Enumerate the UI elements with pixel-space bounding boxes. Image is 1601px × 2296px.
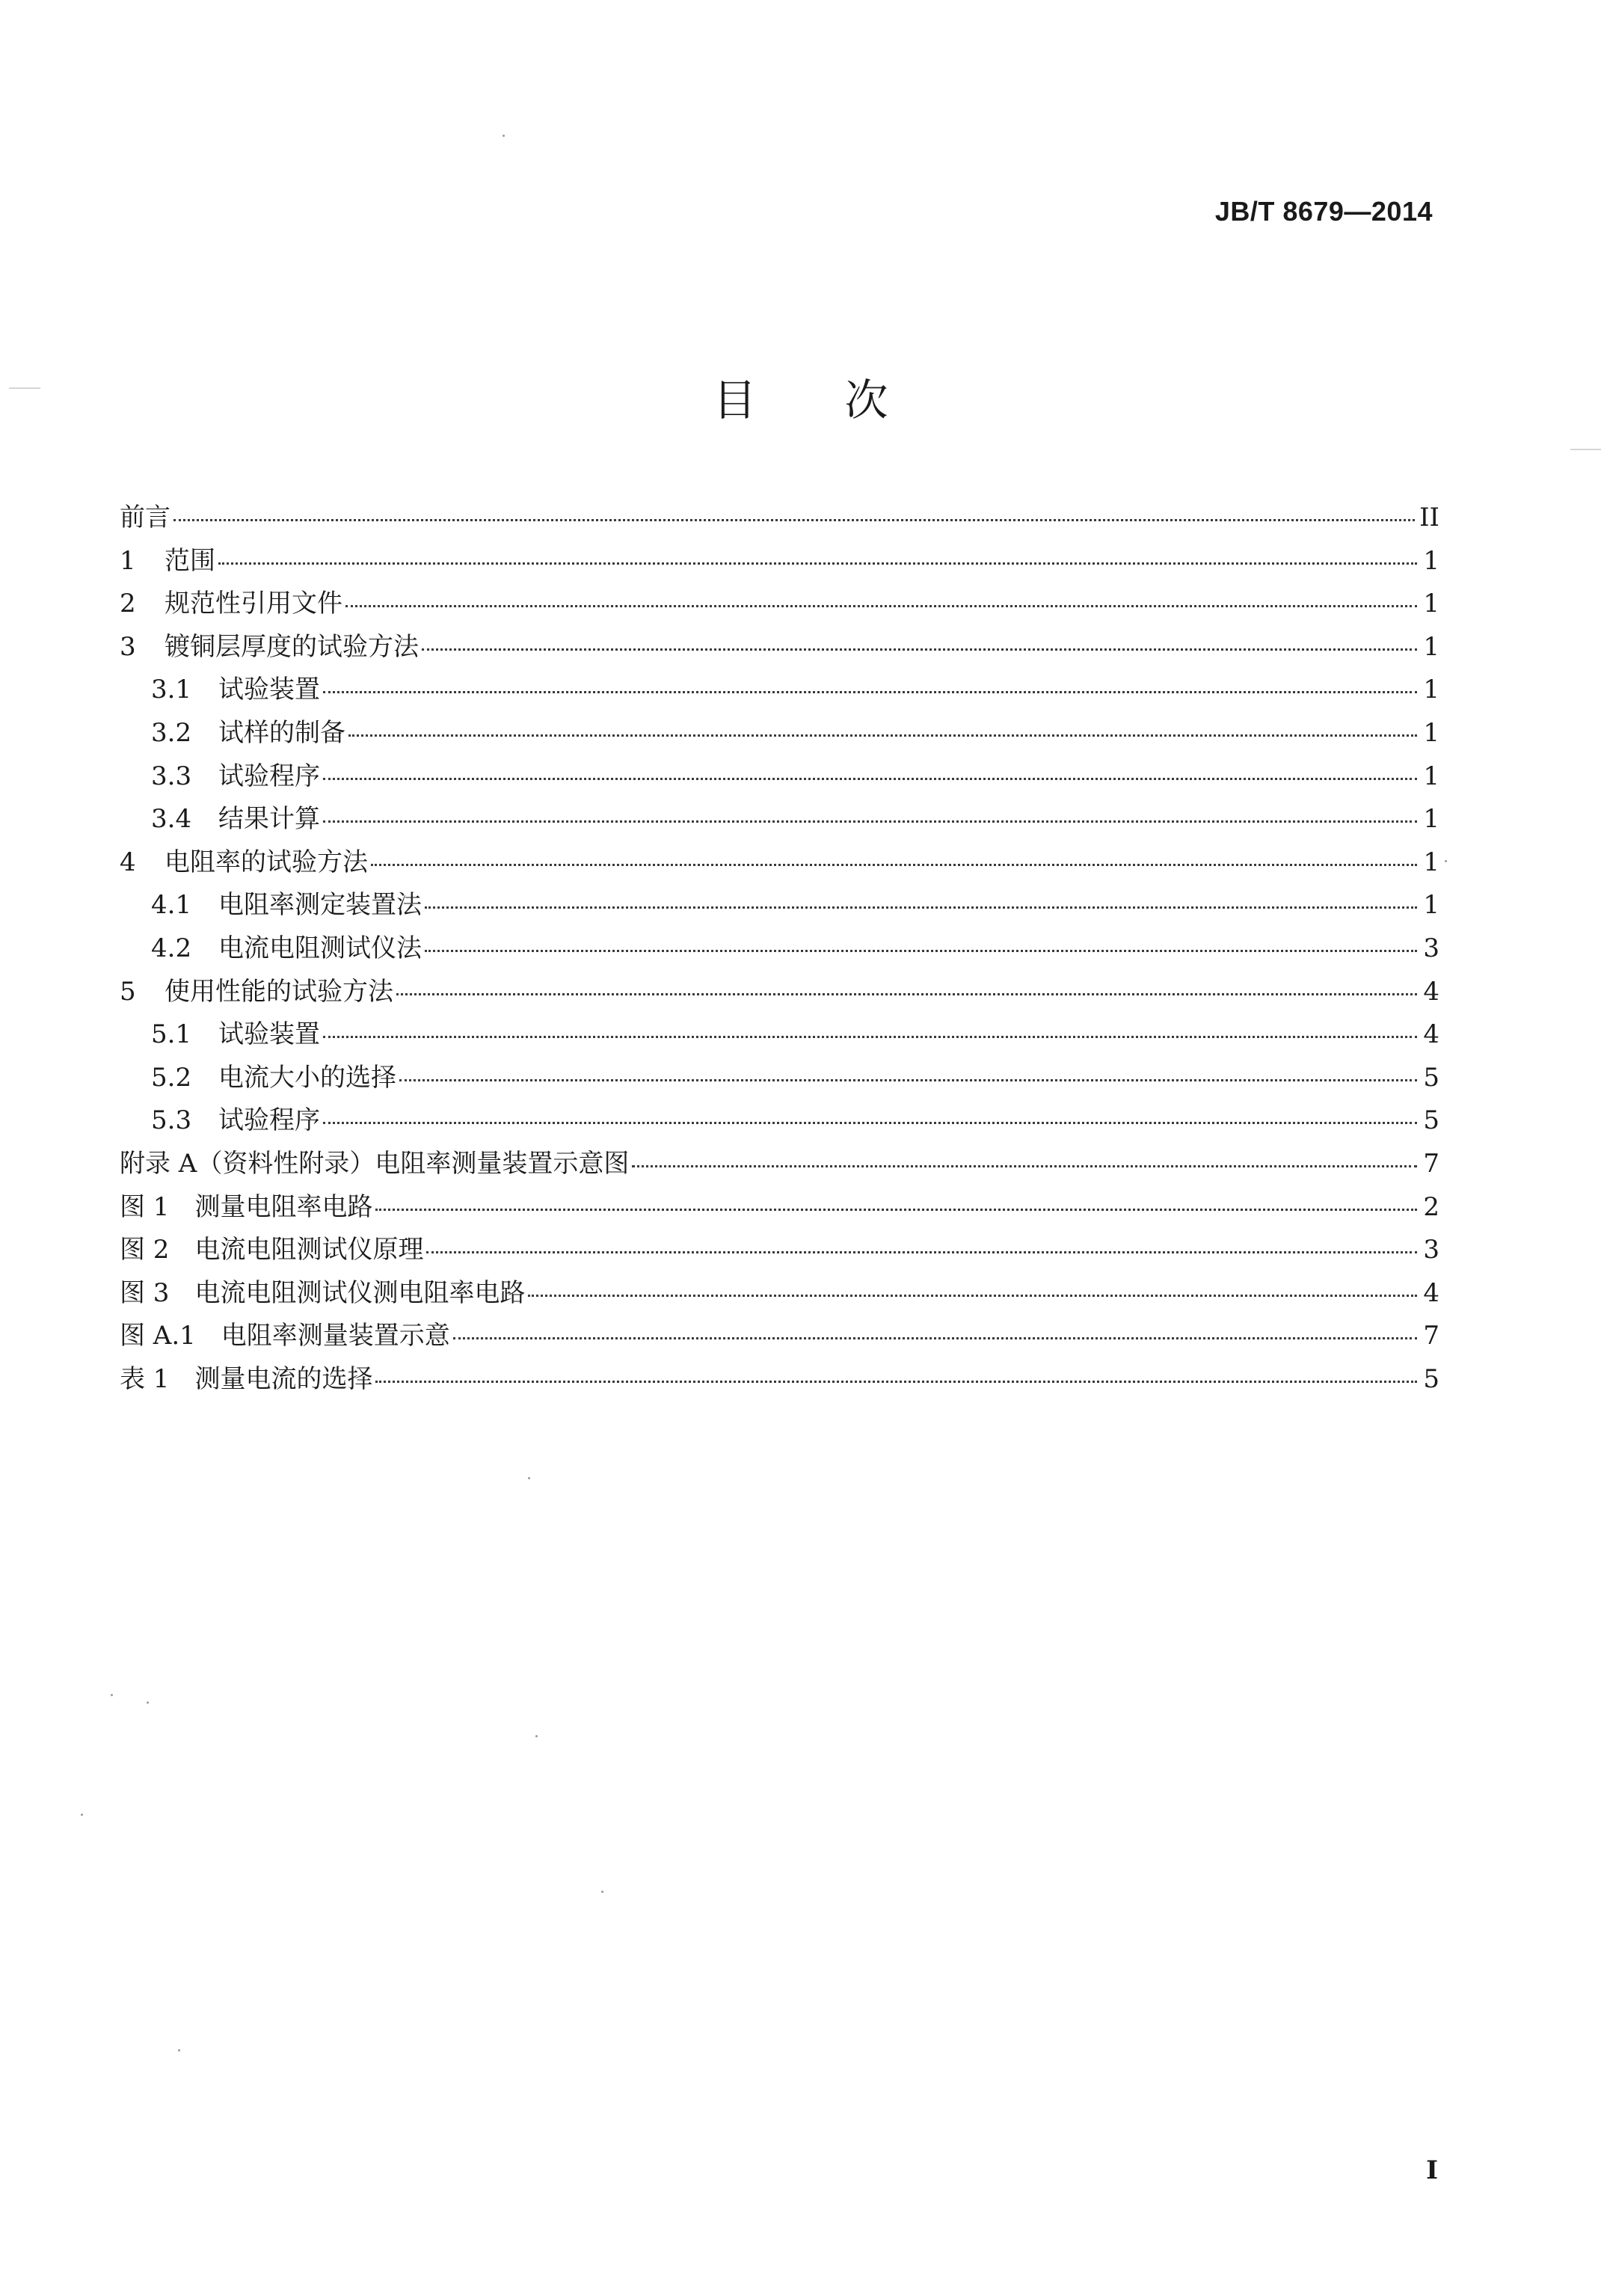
toc-entry-number: 3.1 <box>151 675 192 705</box>
dot-leader <box>375 1209 1417 1211</box>
toc-entry-page: II <box>1419 503 1439 532</box>
toc-entry-appendix-a[interactable] <box>120 1143 1439 1186</box>
scan-line <box>9 387 40 389</box>
dot-leader <box>632 1165 1417 1167</box>
toc-entry-figure-2[interactable] <box>120 1229 1439 1272</box>
toc-entry-page: 1 <box>1423 545 1439 576</box>
toc-entry-page: 4 <box>1423 1019 1439 1050</box>
toc-entry-label: 试样的制备 <box>218 717 345 748</box>
toc-entry-number: 2 <box>120 589 136 619</box>
toc-entry-page: 1 <box>1423 804 1439 835</box>
toc-entry-label: 电流大小的选择 <box>218 1062 396 1093</box>
toc-entry-label: 使用性能的试验方法 <box>165 976 393 1007</box>
toc-entry-label: 镀铜层厚度的试验方法 <box>165 631 419 662</box>
toc-entry-page: 2 <box>1423 1191 1439 1222</box>
dot-leader <box>453 1337 1417 1339</box>
toc-entry-number: 5 <box>120 976 136 1007</box>
toc-entry-number: 4.2 <box>151 933 192 963</box>
toc-entry-page: 7 <box>1423 1148 1439 1179</box>
toc-entry-3-4[interactable] <box>120 798 1439 841</box>
dot-leader <box>323 1122 1417 1124</box>
toc-entry-page: 1 <box>1423 675 1439 705</box>
toc-entry-3-3[interactable] <box>120 755 1439 799</box>
toc-entry-page: 1 <box>1423 631 1439 662</box>
toc-entry-label: 试验装置 <box>218 1019 320 1050</box>
toc-entry-page: 5 <box>1423 1105 1439 1136</box>
dot-leader <box>345 605 1417 607</box>
page-title: 目次 <box>713 375 977 426</box>
page-number: I <box>1426 2155 1438 2185</box>
toc-entry-3-1[interactable] <box>120 669 1439 712</box>
scan-speck <box>147 1701 149 1704</box>
dot-leader <box>173 519 1415 521</box>
toc-entry-5-2[interactable] <box>120 1057 1439 1100</box>
dot-leader <box>396 993 1417 995</box>
scan-speck <box>535 1735 538 1737</box>
toc-entry-number: 5.3 <box>151 1105 192 1136</box>
dot-leader <box>218 562 1417 565</box>
toc-entry-4[interactable] <box>120 841 1439 885</box>
toc-entry-page: 1 <box>1423 890 1439 921</box>
toc-entry-2[interactable] <box>120 583 1439 626</box>
toc-entry-number: 4.1 <box>151 890 192 921</box>
toc-entry-label: 试验程序 <box>218 1105 320 1136</box>
dot-leader <box>426 1251 1417 1253</box>
toc-entry-page: 5 <box>1423 1062 1439 1093</box>
toc-entry-page: 5 <box>1423 1363 1439 1394</box>
toc-entry-label: 结果计算 <box>218 804 320 835</box>
standard-code: JB/T 8679—2014 <box>1214 196 1433 227</box>
dot-leader <box>422 648 1417 651</box>
toc-entry-page: 7 <box>1423 1321 1439 1351</box>
toc-entry-1[interactable] <box>120 540 1439 583</box>
toc-entry-number: 1 <box>120 545 136 576</box>
dot-leader <box>528 1295 1417 1297</box>
toc-entry-page: 3 <box>1423 933 1439 963</box>
table-of-contents <box>120 497 1439 1401</box>
dot-leader <box>323 778 1417 780</box>
toc-entry-table-1[interactable] <box>120 1358 1439 1402</box>
toc-entry-5-1[interactable] <box>120 1013 1439 1057</box>
toc-entry-number: 3 <box>120 631 136 662</box>
toc-entry-label: 图 A.1 电阻率测量装置示意 <box>120 1321 450 1351</box>
scan-speck <box>111 1694 113 1696</box>
toc-entry-label: 图 3 电流电阻测试仪测电阻率电路 <box>120 1277 526 1308</box>
toc-entry-page: 3 <box>1423 1235 1439 1265</box>
toc-entry-figure-3[interactable] <box>120 1272 1439 1316</box>
dot-leader <box>399 1079 1417 1081</box>
toc-entry-label: 图 2 电流电阻测试仪原理 <box>120 1235 424 1265</box>
toc-entry-number: 3.3 <box>151 761 192 791</box>
dot-leader <box>425 950 1417 952</box>
toc-entry-label: 电流电阻测试仪法 <box>218 933 422 963</box>
scan-line <box>1570 449 1601 450</box>
scan-speck <box>81 1814 83 1816</box>
toc-entry-4-1[interactable] <box>120 884 1439 927</box>
toc-entry-number: 3.4 <box>151 804 192 835</box>
toc-entry-page: 1 <box>1423 717 1439 748</box>
toc-entry-page: 1 <box>1423 761 1439 791</box>
toc-entry-label: 电阻率测定装置法 <box>218 890 422 921</box>
dot-leader <box>323 820 1417 823</box>
toc-entry-figure-a1[interactable] <box>120 1315 1439 1358</box>
toc-entry-number: 4 <box>120 847 136 877</box>
toc-entry-number: 5.1 <box>151 1019 192 1050</box>
toc-entry-label: 试验程序 <box>218 761 320 791</box>
scan-speck <box>1445 860 1447 862</box>
scan-speck <box>601 1891 603 1893</box>
toc-entry-label: 规范性引用文件 <box>165 589 342 619</box>
dot-leader <box>323 1036 1417 1038</box>
toc-entry-3-2[interactable] <box>120 712 1439 755</box>
dot-leader <box>323 691 1417 693</box>
toc-entry-figure-1[interactable] <box>120 1186 1439 1230</box>
toc-entry-label: 范围 <box>165 545 215 576</box>
toc-entry-3[interactable] <box>120 626 1439 669</box>
scan-speck <box>178 2049 180 2051</box>
toc-entry-label: 附录 A（资料性附录）电阻率测量装置示意图 <box>120 1148 630 1179</box>
toc-entry-5-3[interactable] <box>120 1099 1439 1143</box>
toc-entry-page: 4 <box>1423 976 1439 1007</box>
toc-entry-page: 1 <box>1423 589 1439 619</box>
toc-entry-number: 5.2 <box>151 1062 192 1093</box>
toc-entry-label: 表 1 测量电流的选择 <box>120 1363 373 1394</box>
dot-leader <box>425 906 1417 909</box>
scan-speck <box>503 135 505 137</box>
toc-entry-4-2[interactable] <box>120 927 1439 971</box>
dot-leader <box>348 734 1417 737</box>
scan-speck <box>528 1477 530 1479</box>
toc-entry-page: 1 <box>1423 847 1439 877</box>
toc-entry-5[interactable] <box>120 971 1439 1014</box>
toc-entry-label: 电阻率的试验方法 <box>165 847 368 877</box>
dot-leader <box>375 1381 1417 1383</box>
toc-entry-number: 3.2 <box>151 717 192 748</box>
dot-leader <box>371 864 1417 866</box>
toc-entry-label: 试验装置 <box>218 675 320 705</box>
toc-entry-label: 图 1 测量电阻率电路 <box>120 1191 373 1222</box>
toc-entry-label: 前言 <box>120 503 170 532</box>
toc-entry-foreword[interactable] <box>120 497 1439 540</box>
toc-entry-page: 4 <box>1423 1277 1439 1308</box>
